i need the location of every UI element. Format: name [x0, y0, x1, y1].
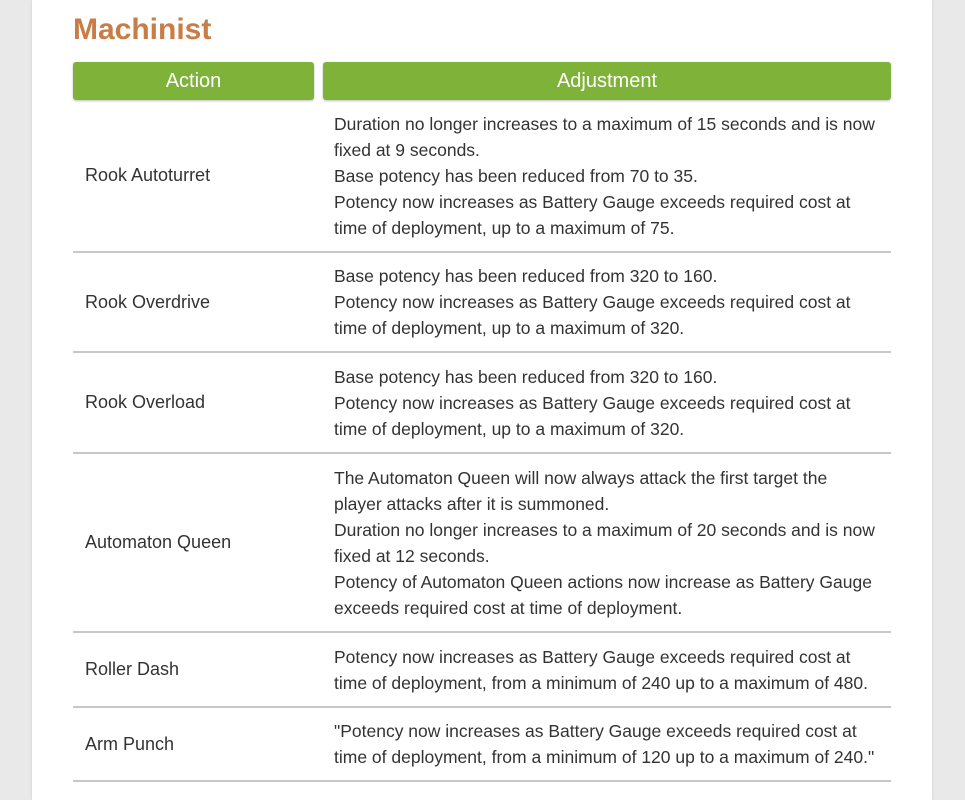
adjustment-line: player attacks after it is summoned. [334, 493, 610, 514]
table-row [73, 708, 891, 782]
action-name: Arm Punch [85, 733, 175, 754]
adjustment-table [73, 62, 891, 782]
adjustment-text [323, 465, 891, 621]
table-row [73, 454, 891, 633]
adjustment-line: Potency now increases as Battery Gauge exceeds required cost at [334, 392, 851, 413]
adjustment-text [323, 364, 891, 442]
table-row [73, 633, 891, 708]
adjustment-line: Potency of Automaton Queen actions now increase as Battery Gauge [334, 571, 872, 592]
action-name: Automaton Queen [85, 532, 232, 552]
adjustment-line: Potency now increases as Battery Gauge exceeds required cost at [334, 292, 851, 312]
adjustment-text [323, 644, 891, 696]
adjustment-line: Duration no longer increases to a maximum of 20 seconds and is now [334, 519, 875, 540]
action-name: Roller Dash [85, 659, 180, 679]
table-header [73, 62, 891, 100]
adjustment-line: exceeds required cost at time of deployment. [334, 597, 683, 618]
adjustment-text [323, 263, 891, 341]
page-title: Machinist [73, 13, 212, 46]
adjustment-line: Duration no longer increases to a maximum of 15 seconds and is now [334, 113, 875, 134]
adjustment-line: Potency now increases as Battery Gauge exceeds required cost at [334, 646, 851, 667]
adjustment-line: fixed at 9 seconds. [334, 139, 480, 160]
adjustment-line: time of deployment, up to a maximum of 320. [334, 318, 685, 338]
adjustment-line: time of deployment, up to a maximum of 320. [334, 418, 685, 439]
table-row [73, 353, 891, 454]
table-row [73, 100, 891, 253]
adjustment-column-header: Adjustment [323, 62, 891, 100]
adjustment-line: time of deployment, from a minimum of 120 up to a maximum of 240." [334, 747, 875, 767]
adjustment-line: The Automaton Queen will now always attack the first target the [334, 467, 828, 488]
action-name: Rook Overdrive [85, 291, 211, 312]
adjustment-line: Base potency has been reduced from 70 to 35. [334, 165, 698, 186]
adjustment-text [323, 718, 891, 770]
adjustment-line: Potency now increases as Battery Gauge exceeds required cost at [334, 191, 851, 212]
adjustment-line: Base potency has been reduced from 320 to 160. [334, 366, 718, 387]
adjustment-line: time of deployment, up to a maximum of 75. [334, 217, 675, 238]
action-column-header: Action [73, 62, 314, 100]
content-page [32, 0, 932, 800]
adjustment-line: "Potency now increases as Battery Gauge exceeds required cost at [334, 721, 857, 741]
adjustment-text [323, 111, 891, 241]
adjustment-line: time of deployment, from a minimum of 240 up to a maximum of 480. [334, 672, 868, 693]
adjustment-line: fixed at 12 seconds. [334, 545, 490, 566]
table-row [73, 253, 891, 353]
adjustment-line: Base potency has been reduced from 320 to 160. [334, 266, 718, 286]
action-name: Rook Overload [85, 392, 206, 412]
action-name: Rook Autoturret [85, 165, 211, 185]
